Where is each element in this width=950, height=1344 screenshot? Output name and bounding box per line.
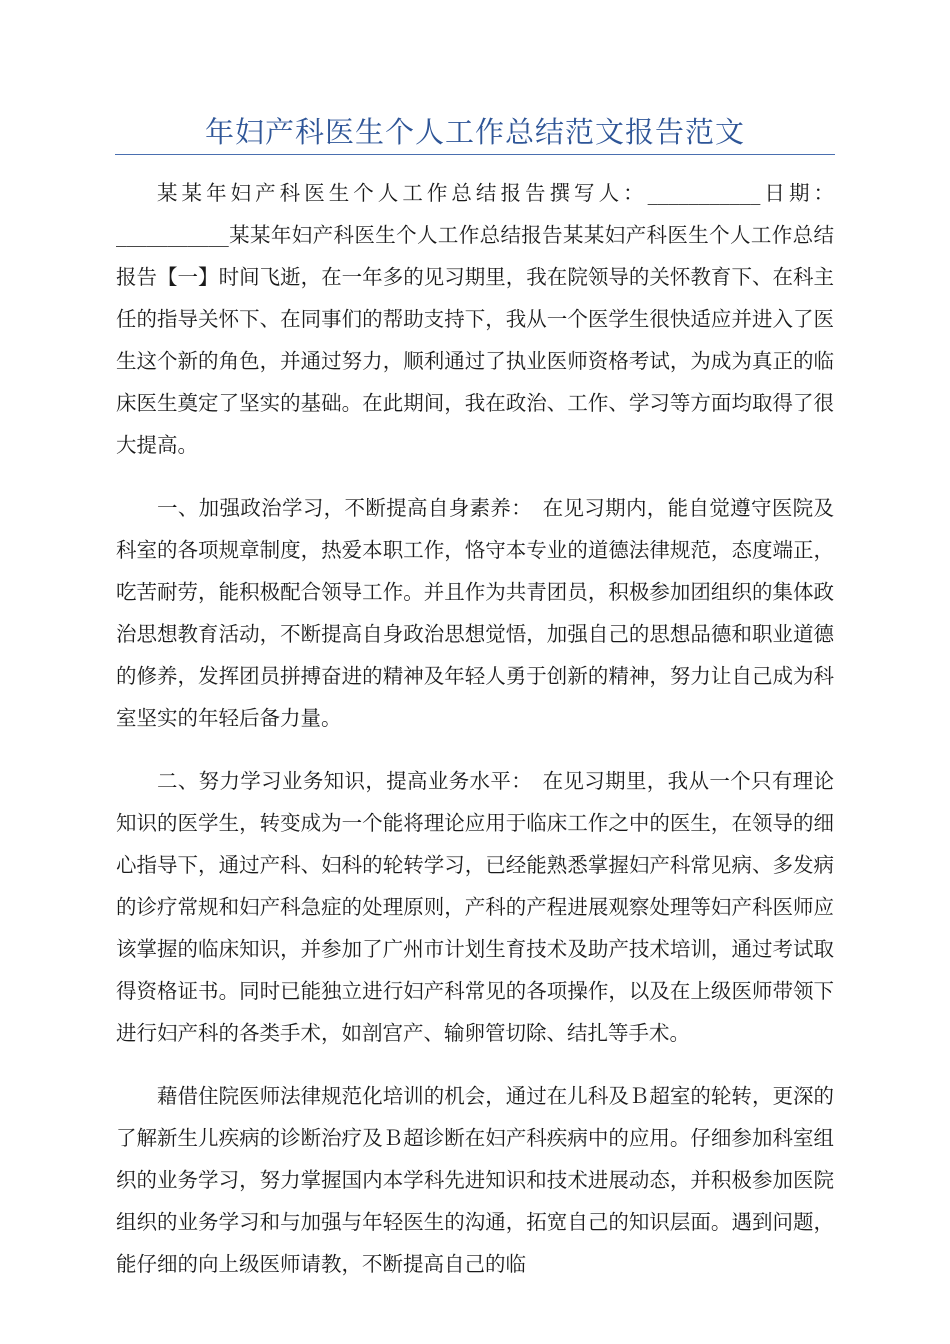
paragraph-training: 藉借住院医师法律规范化培训的机会，通过在儿科及Ｂ超室的轮转，更深的了解新生儿疾病的诊断治疗及Ｂ超诊断在妇产科疾病中的应用。仔细参加科室组织的业务学习，努力掌握国内本学科先进知识和技术进展动态，并积极参加医院组织的业务学习和与加强与年轻医生的沟通，拓宽自己的知识层面。遇到问题，能仔细的向上级医师请教，不断提高自己的临 bbox=[116, 1084, 834, 1276]
title-underline bbox=[115, 154, 835, 155]
document-title: 年妇产科医生个人工作总结范文报告范文 bbox=[204, 115, 745, 149]
paragraph-intro: 某某年妇产科医生个人工作总结报告撰写人：___________日期：___________某某年妇产科医生个人工作总结报告某某妇产科医生个人工作总结报告【一】时间飞逝，在一年多的见习期里，我在院领导的关怀教育下、在科主任的指导关怀下、在同事们的帮助支持下，我从一个医学生很快适应并进入了医生这个新的角色，并通过努力，顺利通过了执业医师资格考试，为成为真正的临床医生奠定了坚实的基础。在此期间，我在政治、工作、学习等方面均取得了很大提高。 bbox=[116, 181, 834, 457]
paragraph-politics: 一、加强政治学习，不断提高自身素养： 在见习期内，能自觉遵守医院及科室的各项规章制度，热爱本职工作，恪守本专业的道德法律规范，态度端正，吃苦耐劳，能积极配合领导工作。并且作为共青团员，积极参加团组织的集体政治思想教育活动，不断提高自身政治思想觉悟，加强自己的思想品德和职业道德的修养，发挥团员拼搏奋进的精神及年轻人勇于创新的精神，努力让自己成为科室坚实的年轻后备力量。 bbox=[116, 496, 834, 730]
document-body bbox=[116, 172, 834, 1306]
paragraph-study: 二、努力学习业务知识，提高业务水平： 在见习期里，我从一个只有理论知识的医学生，转变成为一个能将理论应用于临床工作之中的医生，在领导的细心指导下，通过产科、妇科的轮转学习，已经能熟悉掌握妇产科常见病、多发病的诊疗常规和妇产科急症的处理原则，产科的产程进展观察处理等妇产科医师应该掌握的临床知识，并参加了广州市计划生育技术及助产技术培训，通过考试取得资格证书。同时已能独立进行妇产科常见的各项操作，以及在上级医师带领下进行妇产科的各类手术，如剖宫产、输卵管切除、结扎等手术。 bbox=[116, 769, 834, 1045]
